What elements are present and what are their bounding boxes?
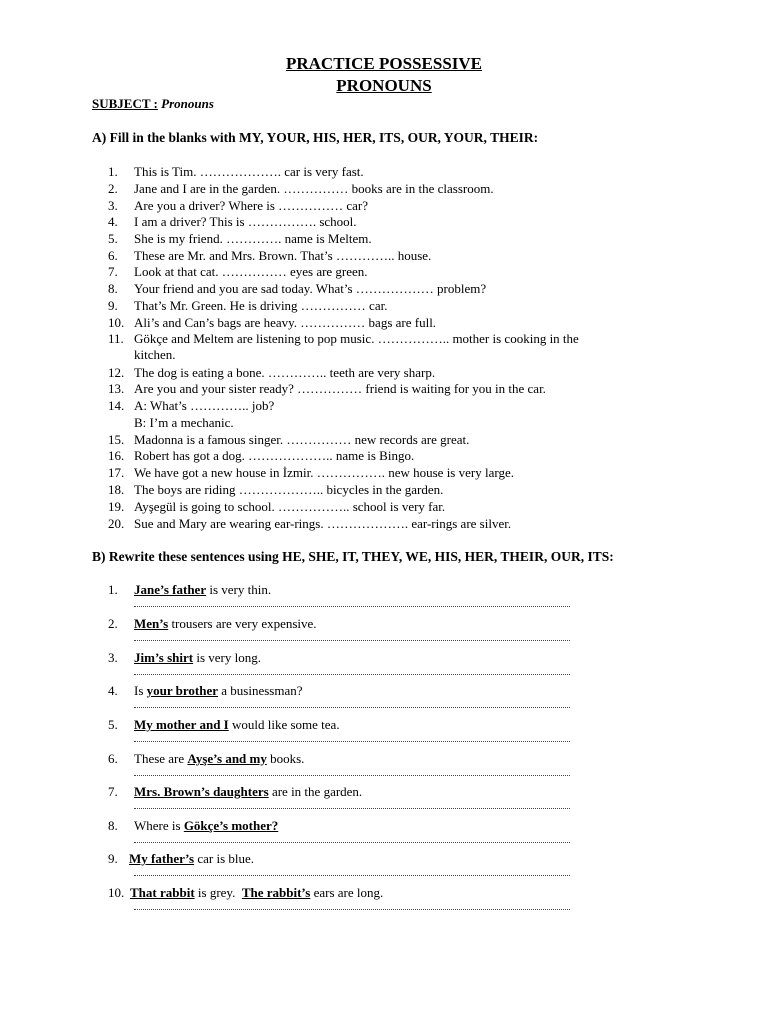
item-number: 17. [108, 465, 125, 480]
exercise-a-item [108, 365, 435, 381]
answer-line[interactable] [134, 638, 570, 641]
answer-line[interactable] [134, 705, 570, 708]
item-number: 5. [108, 717, 118, 732]
item-number: 2. [108, 616, 118, 631]
item-text: Robert has got a dog. ……………….. name is Bingo. [134, 448, 415, 463]
item-number: 15. [108, 432, 125, 447]
item-number: 11. [108, 331, 124, 346]
item-text-continuation: kitchen. [134, 347, 176, 362]
answer-line[interactable] [134, 907, 570, 910]
sentence-text: trousers are very expensive. [168, 616, 317, 631]
item-number: 8. [108, 281, 118, 296]
sentence-text: would like some tea. [228, 717, 340, 732]
item-number: 10. [108, 885, 125, 900]
sentence-text: These are [134, 751, 188, 766]
answer-line[interactable] [134, 873, 570, 876]
exercise-a-item [108, 432, 469, 448]
sentence-text: car is blue. [194, 851, 255, 866]
item-number: 9. [108, 851, 118, 866]
item-number: 5. [108, 231, 118, 246]
exercise-a-item [108, 264, 368, 280]
sentence-text: ears are long. [310, 885, 384, 900]
item-number: 2. [108, 181, 118, 196]
exercise-a-item [108, 214, 357, 230]
subject-label: SUBJECT : [92, 96, 158, 111]
exercise-a-item [108, 398, 274, 414]
sentence-text: a businessman? [218, 683, 303, 698]
item-text: The dog is eating a bone. ………….. teeth are very sharp. [134, 365, 436, 380]
item-text: Jane and I are in the garden. …………… books are in the classroom. [134, 181, 494, 196]
exercise-b-item [108, 717, 340, 733]
item-number: 14. [108, 398, 125, 413]
item-number: 6. [108, 248, 118, 263]
exercise-a-item [108, 281, 486, 297]
underlined-phrase: your brother [146, 683, 219, 698]
exercise-a-item [108, 381, 546, 397]
exercise-b-item [108, 818, 278, 834]
sentence-text: books. [266, 751, 305, 766]
exercise-a-item [108, 482, 443, 498]
exercise-b-item [108, 650, 261, 666]
exercise-a-item [108, 231, 372, 247]
underlined-phrase: My father’s [129, 851, 195, 866]
item-number: 13. [108, 381, 125, 396]
answer-line[interactable] [134, 806, 570, 809]
item-number: 6. [108, 751, 118, 766]
item-text: This is Tim. ………………. car is very fast. [134, 164, 364, 179]
item-number: 12. [108, 365, 125, 380]
item-number: 1. [108, 164, 118, 179]
item-number: 16. [108, 448, 125, 463]
item-number: 7. [108, 264, 118, 279]
underlined-phrase: The rabbit’s [241, 885, 311, 900]
item-number: 3. [108, 198, 118, 213]
exercise-b-item [108, 616, 317, 632]
underlined-phrase: Men’s [134, 616, 169, 631]
underlined-phrase: Jane’s father [134, 582, 207, 597]
answer-line[interactable] [134, 840, 570, 843]
item-text: We have got a new house in İzmir. ……………. new house is very large. [134, 465, 514, 480]
item-number: 4. [108, 683, 118, 698]
item-text: I am a driver? This is ……………. school. [134, 214, 357, 229]
section-b-heading: B) Rewrite these sentences using HE, SHE, IT, THEY, WE, HIS, HER, THEIR, OUR, ITS: [92, 549, 614, 564]
sentence-text: is very thin. [206, 582, 272, 597]
exercise-b-item [108, 683, 303, 699]
item-text: She is my friend. …………. name is Meltem. [134, 231, 372, 246]
underlined-phrase: Jim’s shirt [134, 650, 194, 665]
sentence-text: Where is [134, 818, 184, 833]
exercise-b-item [108, 851, 254, 867]
sentence-text: is very long. [193, 650, 261, 665]
underlined-phrase: Ayşe’s and my [187, 751, 267, 766]
exercise-a-item [108, 315, 436, 331]
exercise-a-item [108, 516, 511, 532]
page-title-line-1: PRACTICE POSSESSIVE [285, 54, 483, 73]
subject-value: Pronouns [161, 96, 214, 111]
item-text: Gökçe and Meltem are listening to pop music. …………….. mother is cooking in the [134, 331, 579, 346]
item-number: 4. [108, 214, 118, 229]
item-text: The boys are riding ……………….. bicycles in the garden. [134, 482, 444, 497]
exercise-a-item [108, 331, 579, 347]
item-text: Ayşegül is going to school. …………….. school is very far. [134, 499, 446, 514]
exercise-a-item [108, 499, 445, 515]
exercise-a-item [108, 164, 364, 180]
exercise-b-item [108, 582, 271, 598]
item-text: Ali’s and Can’s bags are heavy. …………… bags are full. [134, 315, 437, 330]
exercise-a-item [108, 181, 494, 197]
item-text: That’s Mr. Green. He is driving …………… car. [134, 298, 388, 313]
item-text: Madonna is a famous singer. …………… new records are great. [134, 432, 470, 447]
item-number: 10. [108, 315, 125, 330]
exercise-a-item [108, 448, 414, 464]
answer-line[interactable] [134, 604, 570, 607]
item-text: Are you and your sister ready? …………… friend is waiting for you in the car. [134, 381, 546, 396]
underlined-phrase: My mother and I [134, 717, 229, 732]
exercise-a-item [108, 198, 368, 214]
page-title-line-2: PRONOUNS [336, 76, 432, 95]
exercise-b-item [108, 784, 362, 800]
item-number: 1. [108, 582, 118, 597]
exercise-a-item [108, 298, 387, 314]
sentence-text: Is [134, 683, 147, 698]
item-number: 7. [108, 784, 118, 799]
exercise-b-item [108, 885, 383, 901]
subject-line [92, 96, 214, 112]
item-text: Look at that cat. …………… eyes are green. [134, 264, 368, 279]
sentence-text: is grey. [194, 885, 242, 900]
exercise-a-item [108, 248, 431, 264]
item-text: These are Mr. and Mrs. Brown. That’s ………….. house. [134, 248, 432, 263]
item-number: 19. [108, 499, 125, 514]
item-text: A: What’s ………….. job? [134, 398, 275, 413]
item-text: Sue and Mary are wearing ear-rings. ………………. ear-rings are silver. [134, 516, 512, 531]
item-number: 20. [108, 516, 125, 531]
item-number: 3. [108, 650, 118, 665]
underlined-phrase: Gökçe’s mother? [183, 818, 279, 833]
exercise-a-item [108, 465, 514, 481]
item-number: 9. [108, 298, 118, 313]
answer-line[interactable] [134, 773, 570, 776]
answer-line[interactable] [134, 672, 570, 675]
section-a-heading: A) Fill in the blanks with MY, YOUR, HIS, HER, ITS, OUR, YOUR, THEIR: [92, 130, 539, 145]
sentence-text: are in the garden. [268, 784, 363, 799]
item-text: Your friend and you are sad today. What’s ……………… problem? [134, 281, 487, 296]
item-text: Are you a driver? Where is …………… car? [134, 198, 369, 213]
underlined-phrase: That rabbit [130, 885, 195, 900]
answer-line[interactable] [134, 739, 570, 742]
item-number: 8. [108, 818, 118, 833]
item-text-continuation: B: I’m a mechanic. [134, 415, 234, 430]
exercise-b-item [108, 751, 304, 767]
item-number: 18. [108, 482, 125, 497]
underlined-phrase: Mrs. Brown’s daughters [134, 784, 269, 799]
